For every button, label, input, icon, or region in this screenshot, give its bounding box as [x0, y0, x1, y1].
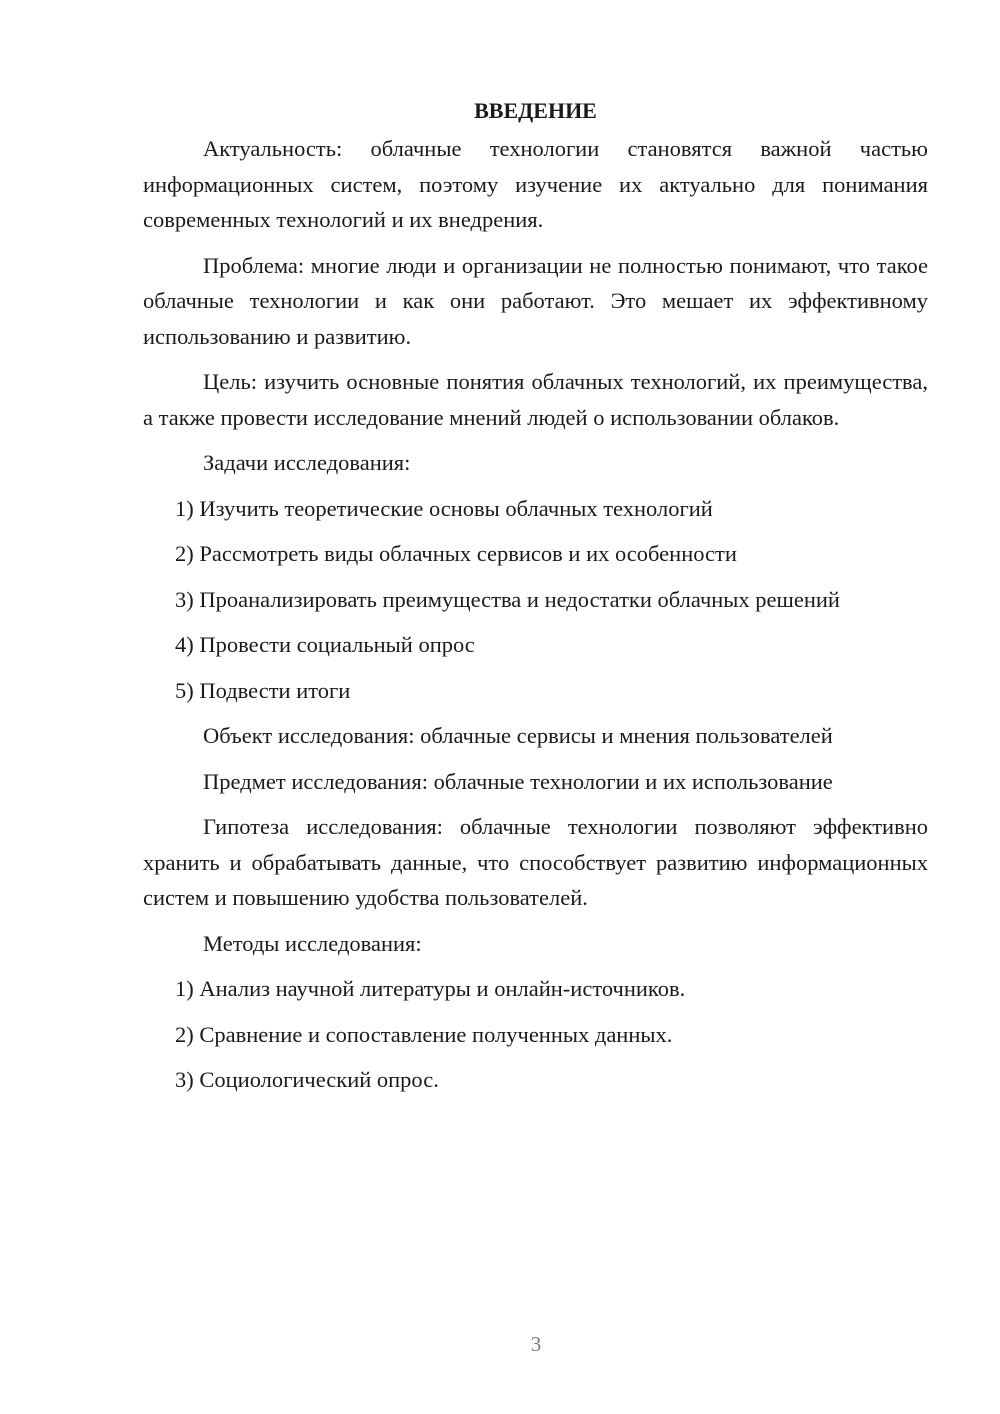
goal-paragraph: Цель: изучить основные понятия облачных технологий, их преимущества, а также провести исследование мнений людей о использовании облаков. [143, 369, 928, 430]
method-item-1: 1) Анализ научной литературы и онлайн-источников. [175, 976, 686, 1001]
section-heading: ВВЕДЕНИЕ [474, 98, 597, 123]
object-line: Объект исследования: облачные сервисы и мнения пользователей [203, 723, 833, 748]
tasks-label: Задачи исследования: [203, 450, 411, 475]
task-item-4: 4) Провести социальный опрос [175, 632, 475, 657]
relevance-paragraph: Актуальность: облачные технологии становятся важной частью информационных систем, поэтому изучение их актуально для понимания современных технологий и их внедрения. [143, 136, 928, 232]
hypothesis-paragraph: Гипотеза исследования: облачные технологии позволяют эффективно хранить и обрабатывать данные, что способствует развитию информационных систем и повышению удобства пользователей. [143, 814, 928, 910]
method-item-3: 3) Социологический опрос. [175, 1067, 439, 1092]
task-item-1: 1) Изучить теоретические основы облачных технологий [175, 495, 713, 521]
problem-paragraph: Проблема: многие люди и организации не полностью понимают, что такое облачные технологии и как они работают. Это мешает их эффективному использованию и развитию. [143, 252, 928, 349]
subject-line: Предмет исследования: облачные технологии и их использование [203, 768, 833, 794]
methods-label: Методы исследования: [203, 930, 422, 956]
task-item-3: 3) Проанализировать преимущества и недостатки облачных решений [175, 586, 840, 612]
task-item-5: 5) Подвести итоги [175, 677, 351, 703]
page-number: 3 [530, 1332, 542, 1356]
page-content [143, 93, 928, 1108]
task-item-2: 2) Рассмотреть виды облачных сервисов и их особенности [175, 541, 737, 566]
method-item-2: 2) Сравнение и сопоставление полученных данных. [175, 1021, 673, 1047]
